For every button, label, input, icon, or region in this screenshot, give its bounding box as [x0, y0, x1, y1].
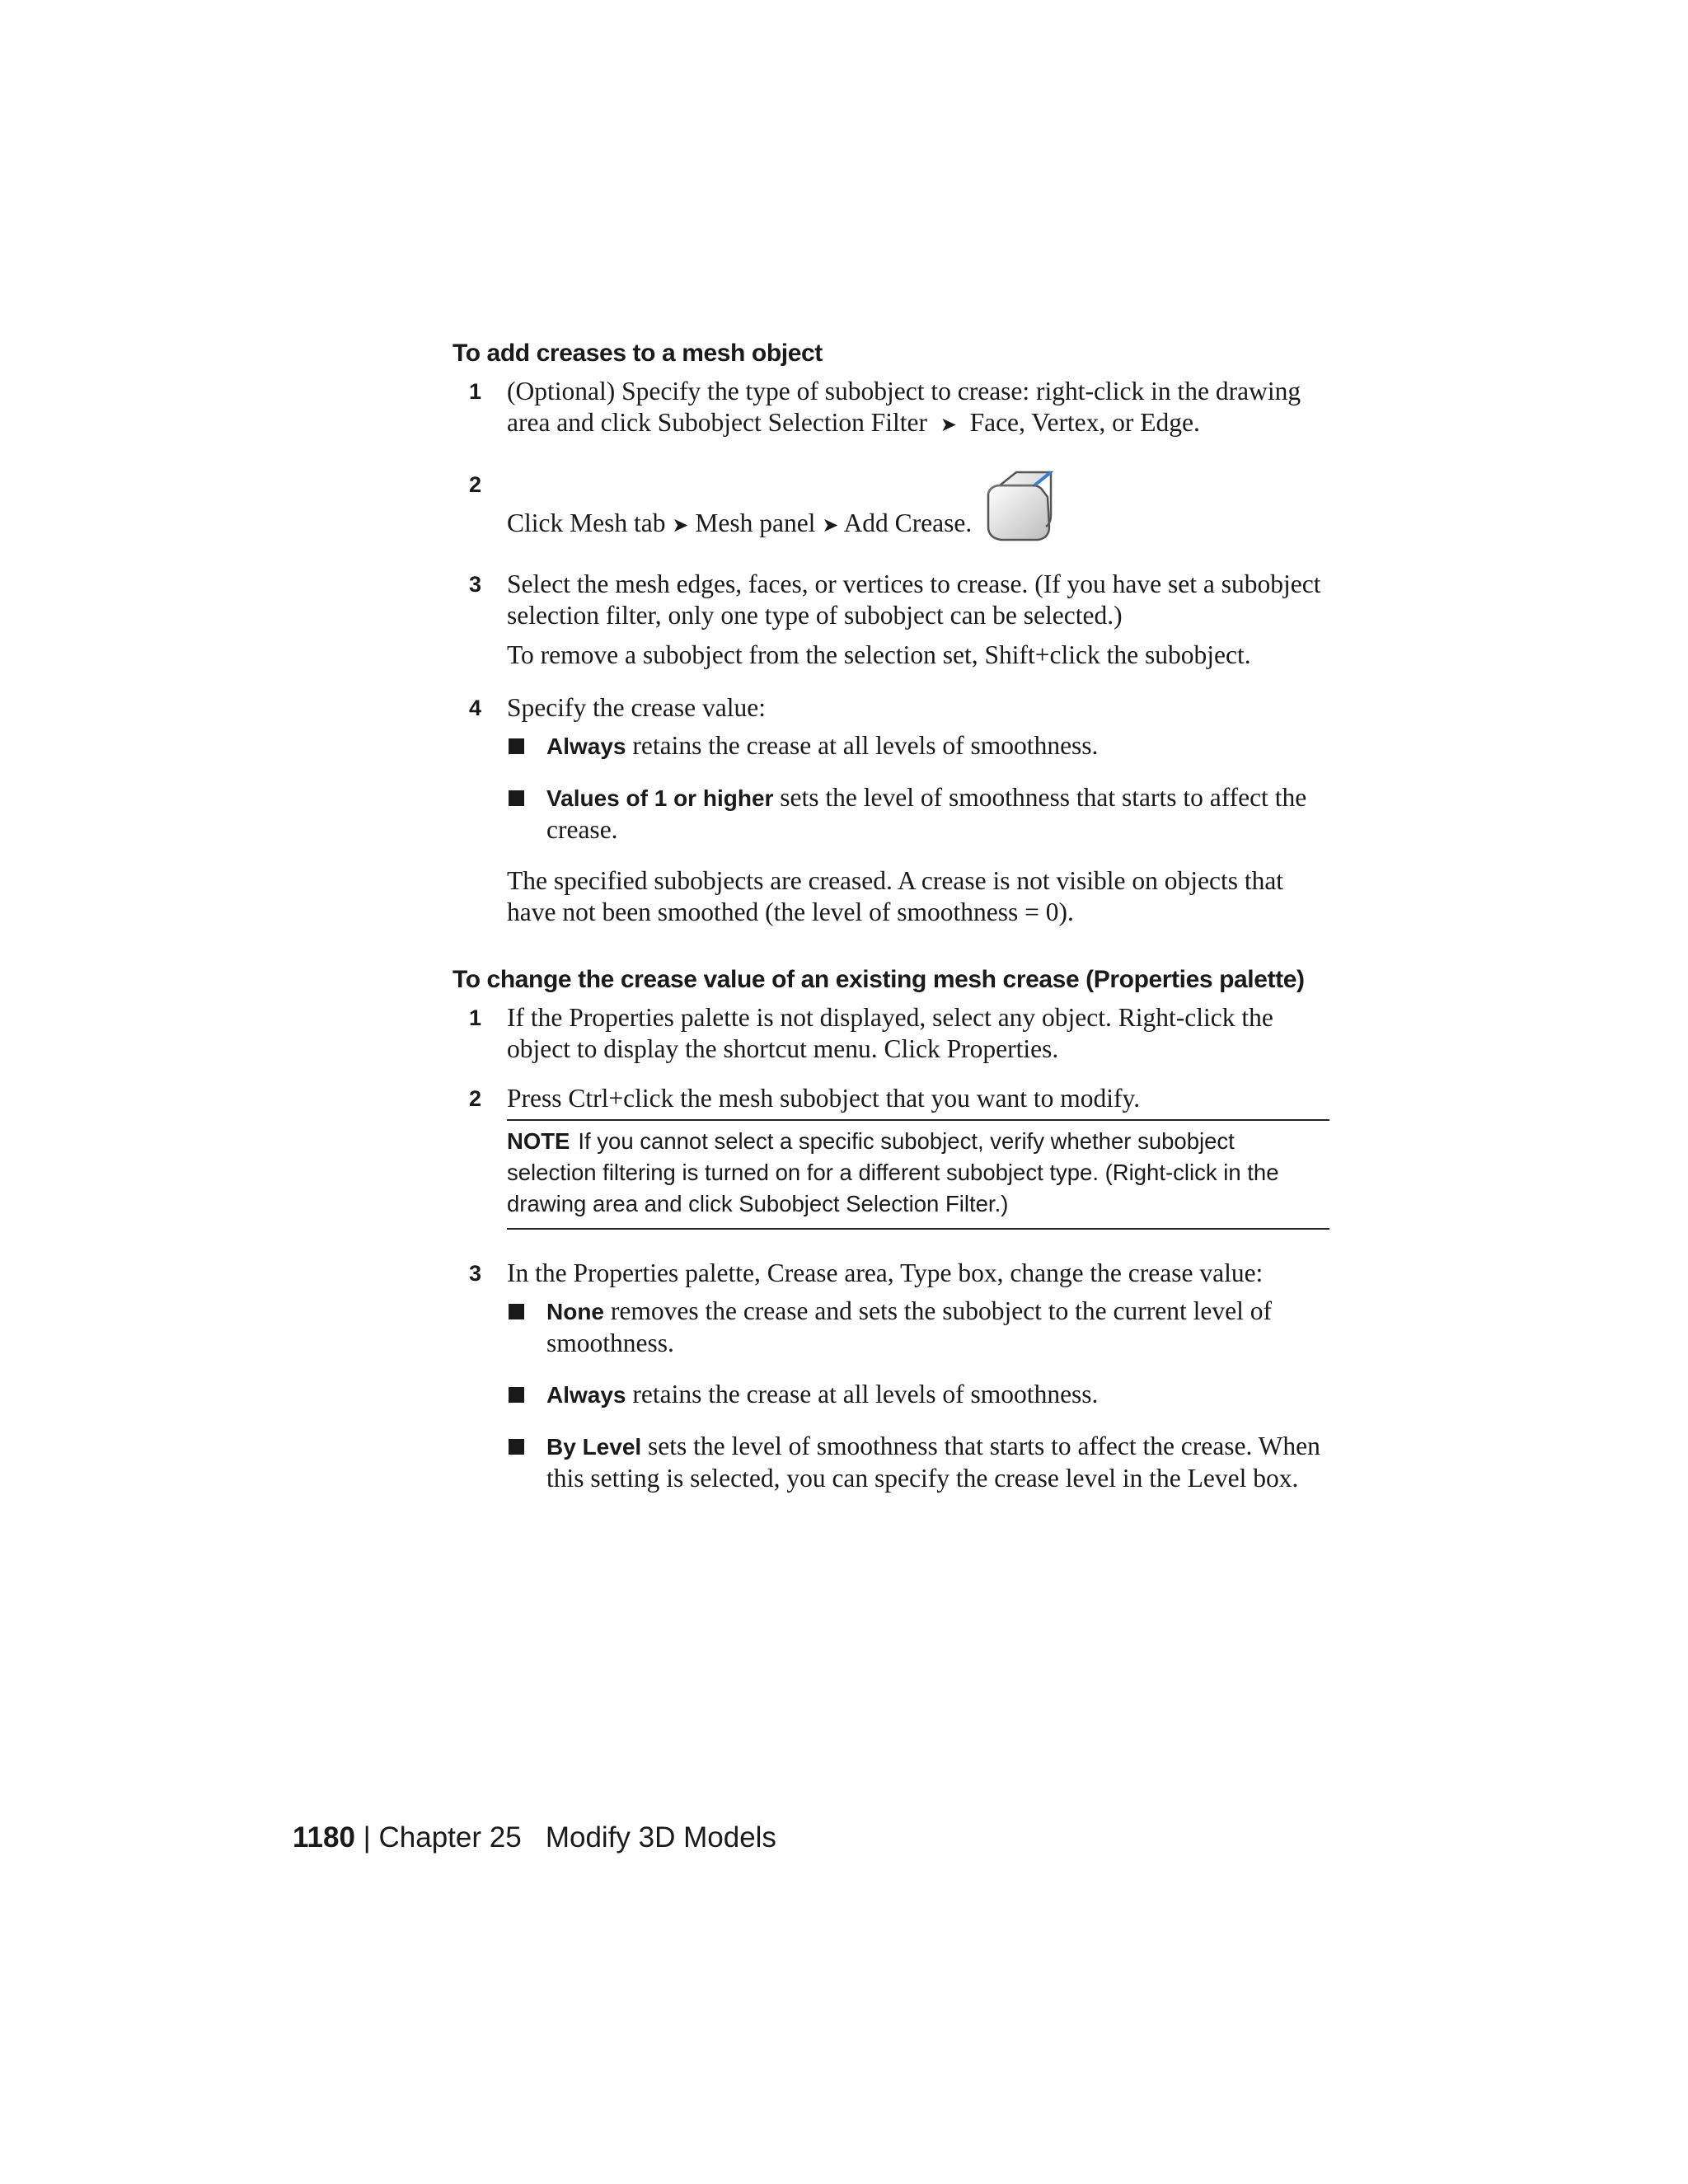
menu-arrow-icon: ➤ [940, 415, 957, 436]
bullet-text: removes the crease and sets the subobject to the current level of smoothness. [546, 1296, 1272, 1357]
list-item [507, 782, 1329, 846]
list-item [507, 1296, 1329, 1359]
menu-arrow-icon: ➤ [822, 515, 839, 537]
step-text: In the Properties palette, Crease area, Type box, change the crease value: [507, 1258, 1264, 1287]
step-number: 4 [469, 696, 482, 720]
step-result-text: The specified subobjects are creased. A crease is not visible on objects that have not been smoothed (the level of smoothness = 0). [507, 866, 1284, 926]
step-text: If the Properties palette is not displayed, select any object. Right-click the object to display the shortcut menu. Click Properties. [507, 1003, 1273, 1063]
bullet-term: By Level [546, 1434, 642, 1460]
bullet-square-icon [509, 1387, 524, 1403]
step-extra-text: To remove a subobject from the selection set, Shift+click the subobject. [507, 640, 1251, 669]
bullet-text: retains the crease at all levels of smoothness. [626, 731, 1099, 760]
bullet-text: retains the crease at all levels of smoothness. [626, 1380, 1099, 1408]
step-3 [452, 1258, 1329, 1494]
step-text: Click Mesh tab ➤ Mesh panel ➤ Add Crease. [507, 469, 1329, 551]
bullet-text: sets the level of smoothness that starts to affect the crease. When this setting is selected, you can specify the crease level in the Level box. [546, 1432, 1320, 1493]
step-number: 2 [469, 472, 482, 497]
bullet-square-icon [509, 1304, 524, 1319]
section-heading-change-crease: To change the crease value of an existing mesh crease (Properties palette) [452, 966, 1305, 993]
step-number: 3 [469, 1261, 482, 1286]
list-item [507, 1379, 1329, 1411]
page-number: 1180 [293, 1821, 355, 1854]
bullet-term: None [546, 1299, 604, 1324]
step-number: 1 [469, 379, 482, 404]
step-3 [452, 569, 1329, 671]
step-4 [452, 692, 1329, 928]
section-heading-add-creases: To add creases to a mesh object [452, 340, 823, 367]
bullet-text: sets the level of smoothness that starts to affect the crease. [546, 783, 1307, 844]
step-text: Press Ctrl+click the mesh subobject that you want to modify. [507, 1084, 1141, 1113]
step-2 [452, 469, 1329, 551]
step-text: Specify the crease value: [507, 693, 766, 722]
bullet-term: Always [546, 1382, 626, 1408]
footer-separator: | [354, 1821, 379, 1854]
page-footer [293, 1821, 776, 1854]
bullet-list [507, 730, 1329, 846]
list-item [507, 1431, 1329, 1494]
note-box [507, 1119, 1329, 1230]
note-label: NOTE [507, 1128, 570, 1154]
step-number: 3 [469, 572, 482, 597]
step-number: 1 [469, 1005, 482, 1030]
bullet-term: Values of 1 or higher [546, 785, 774, 811]
bullet-square-icon [509, 1439, 524, 1455]
list-item [507, 730, 1329, 762]
bullet-term: Always [546, 733, 626, 759]
step-text: Select the mesh edges, faces, or vertices to crease. (If you have set a subobject selection filter, only one type of subobject can be selected.) [507, 569, 1321, 630]
step-text: (Optional) Specify the type of subobject to crease: right-click in the drawing area and click Subobject Selection Filter ➤ Face, Vertex, or Edge. [507, 377, 1301, 437]
page-content [452, 338, 1329, 1514]
step-1 [452, 1002, 1329, 1065]
step-1 [452, 376, 1329, 441]
chapter-title: Chapter 25 Modify 3D Models [378, 1821, 776, 1854]
step-2 [452, 1083, 1329, 1230]
bullet-square-icon [509, 790, 524, 806]
step-number: 2 [469, 1086, 482, 1111]
bullet-square-icon [509, 738, 524, 754]
bullet-list [507, 1296, 1329, 1494]
add-crease-icon [983, 469, 1056, 551]
menu-arrow-icon: ➤ [672, 515, 689, 537]
note-text: If you cannot select a specific subobject, verify whether subobject selection filtering is turned on for a different subobject type. (Right-click in the drawing area and click Subobject Selection Filter.) [507, 1128, 1279, 1216]
